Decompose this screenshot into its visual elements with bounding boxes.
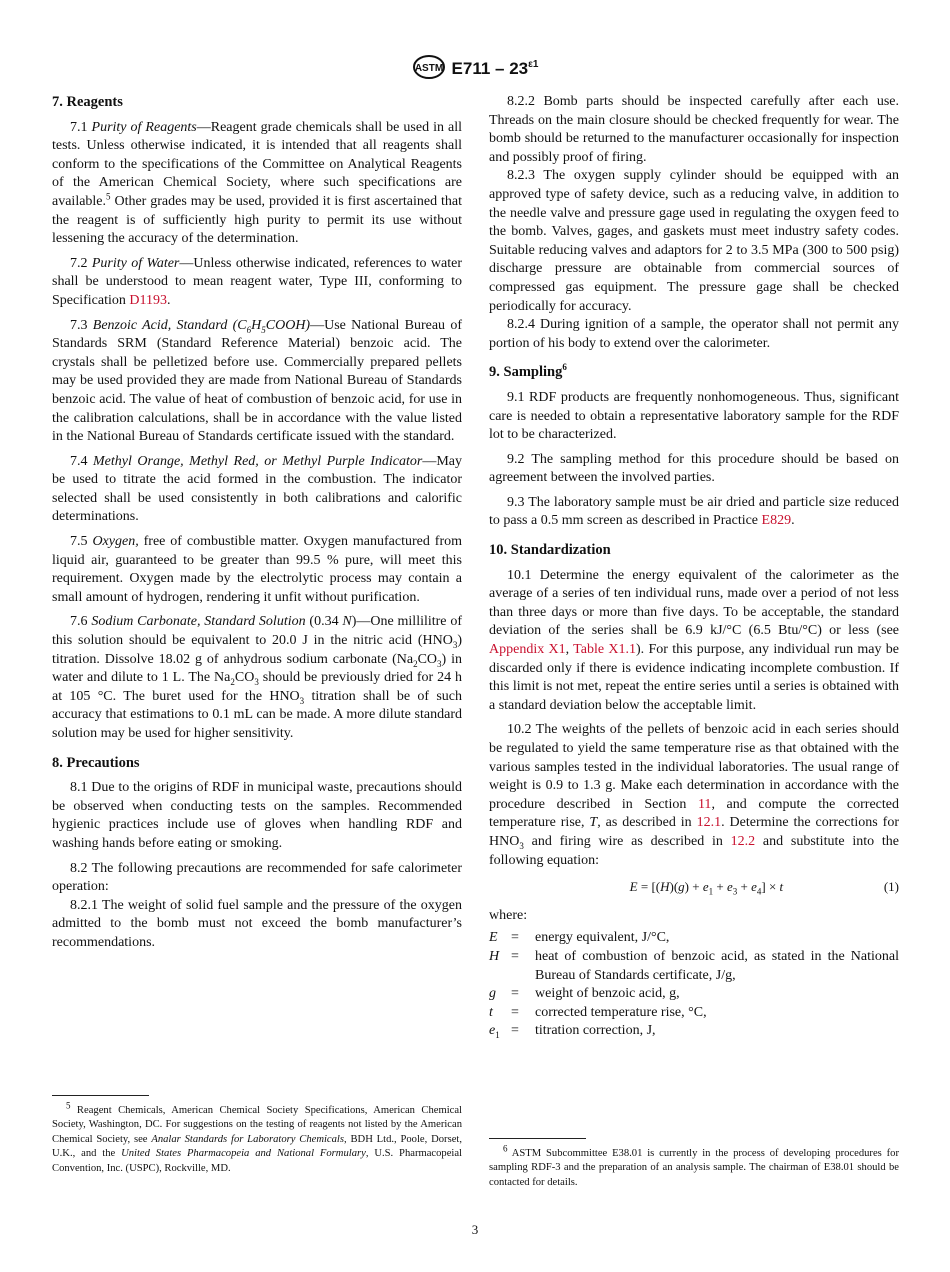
text-run: free of combustible matter. Oxygen manufactured from liquid air, guaranteed to be greater than 99.5 % pure, will meet this requirement. Oxygen made by the electrolytic process may contain a small amount of hydrogen, rendering it unfit without purification. [52, 534, 463, 605]
text-run: 8.2.1 The weight of solid fuel sample and the pressure of the oxygen admitted to the bomb must not exceed the bomb manufacturer’s recommendations. [52, 897, 462, 950]
svg-text:ASTM: ASTM [414, 63, 443, 74]
paragraph [489, 167, 899, 316]
symbol: t [489, 1004, 493, 1020]
definition-text: heat of combustion of benzoic acid, as stated in the National Bureau of Standards certificate, J/g, [535, 948, 899, 983]
text-run: 9.2 The sampling method for this procedure should be based on agreement between the involved parties. [489, 451, 899, 486]
edition-superscript: ε1 [528, 59, 539, 71]
italic-text: Benzoic Acid, Standard (C [92, 317, 247, 333]
subscript: 3 [732, 886, 738, 897]
definition-row [489, 1004, 899, 1023]
reference-link[interactable]: 12.2 [730, 833, 756, 849]
italic-text: Purity of Water [91, 255, 180, 271]
paragraph [52, 119, 462, 249]
definition-text: energy equivalent, J/°C, [535, 930, 670, 946]
section-heading: 10. Standardization [489, 542, 611, 559]
text-run: should be previously dried for 24 h at 105 °C. The buret used for the HNO [52, 670, 463, 704]
italic-text: t [779, 879, 784, 895]
text-run: Reagent Chemicals, American Chemical Society Specifications, American Chemical Society, Washington, DC. For suggestions on the testing of reagents not listed by the American Chemical Society, see [52, 1105, 462, 1145]
text-run: , BDH Ltd., Poole, Dorset, U.K., and the [52, 1133, 462, 1160]
text-run: CO [234, 670, 255, 686]
text-run: 7.6 [70, 614, 92, 630]
equals-sign: = [511, 930, 519, 946]
paragraph [489, 494, 899, 531]
italic-text: United States Pharmacopeia and National Formulary [121, 1148, 366, 1160]
paragraph [489, 93, 899, 167]
italic-text: H [251, 317, 262, 333]
subscript: 1 [708, 886, 714, 897]
text-run: —Use National Bureau of Standards SRM (Standard Reference Material) benzoic acid. The crystals shall be pelletized before use. Commercially prepared pellets may be used provided they are made from National Bureau of Standards benzoic acid. The value of heat of combustion of benzoic acid, for use in the calibration calculations, shall be in accordance with the value listed in the National Bureau of Standards certificate issued with the standard. [52, 317, 462, 445]
definition-text: weight of benzoic acid, g, [535, 986, 680, 1002]
text-run: 8.2.3 The oxygen supply cylinder should be equipped with an approved type of safety device, such as a reducing valve, in addition to the needle valve and pressure gage used in regulating the oxygen feed to the bomb. Valves, gages, and gaskets must meet industry safety codes. Suitable reducing valves and adaptors for 2 to 3.5 MPa (300 to 500 psig) discharge pressure are obtainable from commercial sources of compressed gas equipment. The pressure gage shall be checked periodically for accuracy. [489, 168, 899, 314]
subscript: 6 [246, 324, 252, 335]
paragraph [489, 316, 899, 353]
equals-sign: = [511, 948, 519, 964]
symbol: H [489, 948, 500, 964]
text-run: titration shall be of such accuracy that estimations to 0.1 mL can be made. A more dilute standard solution may be used for higher sensitivity. [52, 688, 462, 741]
italic-text: COOH) [265, 317, 311, 333]
text-run: —May be used to titrate the acid formed in the combustion. The indicator selected shall be used consistently in both calibrations and calorific determinations. [52, 453, 463, 525]
subscript: 3 [254, 677, 259, 688]
text-run: —Unless otherwise indicated, references to water shall be understood to mean reagent water, Type III, conforming to Specification [52, 255, 462, 308]
text-run: and firing wire as described in [523, 833, 731, 849]
footnote-ref: 5 [106, 191, 111, 202]
text-run: = [( [637, 879, 661, 895]
italic-text: g [678, 879, 685, 895]
astm-logo-icon [412, 54, 446, 85]
equation-expression [489, 878, 884, 897]
paragraph [52, 779, 462, 853]
paragraph [52, 897, 462, 953]
text-run: ASTM Subcommittee E38.01 is currently in the process of developing procedures for sampling RDF-3 and the preparation of an analysis sample. The chairman of E38.01 should be contacted for details. [489, 1148, 899, 1188]
text-run: 8.1 Due to the origins of RDF in municipal waste, precautions should be observed when conducting tests on the samples. Recommended hygienic practices include use of gloves when handling RDF and washing hands before eating or smoking. [52, 780, 462, 851]
italic-text: Methyl Orange, Methyl Red, or Methyl Purple Indicator [93, 453, 423, 469]
paragraph [489, 451, 899, 488]
text-run: 7.4 [70, 453, 94, 469]
footnote-6 [489, 1143, 899, 1190]
text-run: ] × [761, 879, 780, 895]
text-run: . [791, 513, 795, 529]
definition-row [489, 1022, 899, 1041]
reference-link[interactable]: Table X1.1 [573, 642, 636, 658]
paragraph [52, 317, 462, 447]
text-run: and substitute into the following equation: [489, 833, 899, 868]
text-run: 8.2.2 Bomb parts should be inspected carefully after each use. Threads on the main closure should be checked frequently for wear. The bomb should be returned to the manufacturer occasionally for inspection and possibly proof of firing. [489, 94, 899, 165]
text-run: CO [417, 651, 438, 667]
symbol: $e_1$ [489, 1023, 500, 1041]
text-run: —Reagent grade chemicals shall be used in all tests. Unless otherwise indicated, it is intended that all reagents shall conform to the specifications of the Committee on Analytical Reagents of the American Chemical Society, where such specifications are available. [52, 119, 462, 209]
equals-sign: = [511, 1004, 519, 1020]
footnote-ref: 5 [66, 1100, 71, 1111]
equation-number: (1) [883, 879, 899, 895]
text-run: (0.34 [305, 614, 343, 630]
footnote-rule-right [489, 1138, 586, 1139]
footnote-5 [52, 1100, 462, 1176]
definition-text: titration correction, J, [535, 1023, 656, 1039]
text-run: , and compute the corrected temperature rise, [489, 796, 899, 831]
text-run: . [166, 292, 171, 308]
definitions-list [489, 929, 899, 1041]
right-column [489, 93, 899, 1041]
where-label: where: [489, 907, 528, 923]
text-run: 8.2 The following precautions are recommended for safe calorimeter operation: [52, 860, 462, 895]
italic-text: Oxygen, [92, 534, 139, 550]
section-heading: 7. Reagents [52, 94, 123, 110]
italic-text: Analar Standards for Laboratory Chemicals [151, 1133, 344, 1145]
text-run: 7.2 [70, 255, 92, 271]
italic-text: e [751, 879, 757, 895]
text-run: 7.1 [70, 119, 92, 135]
section-heading: 8. Precautions [52, 754, 140, 771]
equation-1 [489, 878, 899, 897]
equals-sign: = [511, 986, 519, 1002]
subscript: 2 [413, 658, 418, 669]
paragraph [52, 613, 462, 743]
footnote-ref: 6 [503, 1143, 508, 1154]
text-run: 9. Sampling [489, 364, 563, 381]
italic-text: H [660, 879, 670, 895]
left-column [52, 93, 462, 959]
paragraph [52, 860, 462, 897]
text-run: 7.3 [70, 317, 93, 333]
section-heading [489, 363, 899, 382]
italic-text: N [342, 614, 352, 630]
text-run: , U.S. Pharmacopeial Convention, Inc. (USPC), Rockville, MD. [52, 1148, 462, 1174]
paragraph [52, 255, 462, 311]
text-run: 7.5 [70, 534, 93, 550]
reference-link[interactable]: D1193 [129, 292, 167, 308]
definition-row [489, 948, 899, 985]
subscript: 3 [452, 639, 458, 650]
text-run: ) in water and dilute to 1 L. The Na [52, 651, 462, 686]
paragraph [489, 567, 899, 716]
text-run: + [713, 879, 727, 895]
reference-link[interactable]: Appendix X1 [489, 642, 566, 658]
subscript: 5 [261, 324, 266, 335]
text-run: 9.3 The laboratory sample must be air dried and particle size reduced to pass a 0.5 mm screen as described in Practice [489, 494, 899, 529]
subscript: 3 [519, 840, 524, 851]
text-run: , as described in [597, 815, 697, 831]
subscript: 2 [230, 677, 235, 688]
page-header [0, 54, 950, 85]
text-run: 8.2.4 During ignition of a sample, the operator shall not permit any portion of his body to extend over the calorimeter. [489, 317, 899, 351]
equals-sign: = [511, 1023, 519, 1039]
text-run: + [737, 879, 752, 895]
text-run: ) + [684, 879, 703, 895]
italic-text: T [589, 815, 598, 831]
text-run: 9.1 RDF products are frequently nonhomogeneous. Thus, significant care is needed to obtain a representative laboratory sample for the RDF lot to be characterized. [489, 389, 899, 443]
reference-link[interactable]: E829 [761, 513, 792, 529]
reference-link[interactable]: 12.1 [696, 815, 722, 831]
text-run: , [565, 642, 574, 658]
subscript: 3 [299, 695, 305, 706]
text-run: ) titration. Dissolve 18.02 g of anhydrous sodium carbonate (Na [52, 633, 462, 667]
text-run: 10.1 Determine the energy equivalent of the calorimeter as the average of a series of ten individual runs, made over a period of not less than three days or more than five days. To be acceptable, the standard deviation of the series shall be 6.9 kJ/°C (6.5 Btu/°C) or less (see [489, 567, 899, 639]
italic-text: e [702, 879, 709, 895]
text-run: Other grades may be used, provided it is first ascertained that the reagent is of sufficiently high purity to permit its use without lessening the accuracy of the determination. [52, 193, 462, 247]
footnote-ref: 6 [562, 362, 567, 373]
text-run: )( [669, 879, 679, 895]
italic-text: e [726, 879, 733, 895]
subscript: 4 [756, 886, 762, 897]
symbol: g [489, 986, 496, 1002]
italic-text: E [629, 879, 638, 895]
designation: E711 – 23 [451, 58, 529, 78]
page-number: 3 [471, 1222, 479, 1237]
text-run: ). For this purpose, any individual run may be discarded only if there is evidence indicating incomplete combustion. If this limit is not met, repeat the entire series until a series is obtained with a standard deviation below the acceptable limit. [489, 642, 899, 713]
subscript: 3 [437, 658, 442, 669]
paragraph [489, 389, 899, 445]
text-run: 10.2 The weights of the pellets of benzoic acid in each series should be regulated to yield the same temperature rise as that obtained with the various samples tested in the individual laboratories. The usual range of weight is 0.9 to 1.3 g. Make each determination in accordance with the procedure described in Section [489, 722, 899, 812]
paragraph [52, 533, 462, 607]
text-run: . Determine the corrections for HNO [489, 815, 899, 849]
footnote-rule-left [52, 1095, 149, 1096]
paragraph [489, 721, 899, 870]
italic-text: Purity of Reagents [91, 119, 197, 135]
italic-text: Sodium Carbonate, Standard Solution [91, 614, 306, 630]
definition-text: corrected temperature rise, °C, [535, 1004, 707, 1020]
definition-row [489, 985, 899, 1004]
reference-link[interactable]: 11 [697, 796, 712, 812]
text-run: )—One millilitre of this solution should be equivalent to 20.0 J in the nitric acid (HNO [52, 614, 462, 649]
definition-row [489, 929, 899, 948]
symbol: E [489, 930, 498, 946]
paragraph [52, 453, 462, 527]
